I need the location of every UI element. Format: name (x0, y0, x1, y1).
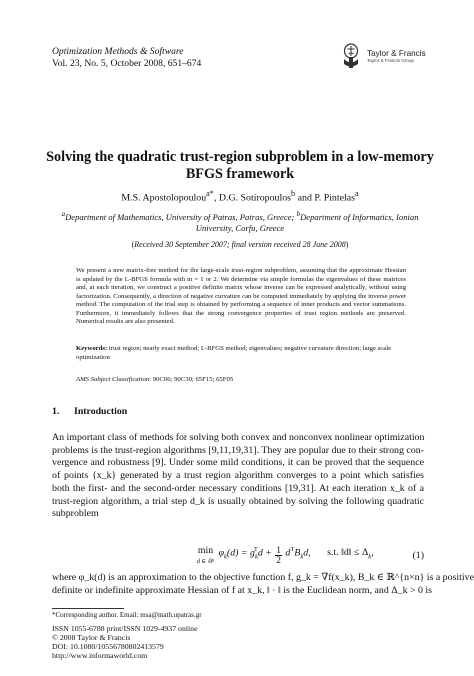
journal-header (52, 46, 201, 70)
text-line: vergence and robustness [9]. Under some mild conditions, it can be proved that the sequence (52, 457, 424, 469)
g-subscript: k (254, 553, 258, 561)
fraction-numerator: 1 (276, 545, 281, 555)
author-separator: , (213, 192, 219, 204)
received-date: Received 30 September 2007 (134, 240, 227, 249)
text-line: subproblem (52, 508, 99, 520)
equation-body (197, 546, 374, 567)
d-term: d + (257, 547, 272, 559)
section-heading (52, 406, 127, 418)
phi-symbol: φ (218, 547, 225, 559)
author-name: P. Pintelas (314, 192, 355, 204)
constraint: s.t. ‖d‖ ≤ Δ (327, 547, 369, 559)
text-line: problems is the trust-region algorithms [9,11,19,31]. They are popular due to their strong con- (52, 444, 424, 456)
keywords (76, 345, 406, 362)
section-number: 1. (52, 406, 60, 417)
author-list (40, 188, 440, 204)
keywords-label: Keywords: (76, 345, 108, 352)
d-term-end: d, (303, 547, 311, 559)
footnote-rule (52, 608, 124, 609)
text-line: both the first- and the second-order necessary conditions [19,31]. At each iteration x_k of a (52, 482, 424, 494)
publisher-group: Taylor & Francis Group (367, 58, 414, 63)
doi-line: DOI: 10.1080/10556780802413579 (52, 641, 164, 651)
website-link[interactable]: http://www.informaworld.com (52, 650, 148, 660)
copyright-line: © 2008 Taylor & Francis (52, 632, 131, 642)
fraction-half (275, 546, 282, 565)
constraint-subscript: k (368, 553, 372, 561)
journal-title: Optimization Methods & Software (52, 46, 184, 57)
author-mark: b (291, 189, 296, 198)
text-line: An important class of methods for solving both convex and nonconvex nonlinear optimization (52, 432, 425, 443)
received-dates: (Received 30 September 2007; final version received 28 June 2008) (131, 240, 349, 249)
ams-codes: : 90C06; 90C30; 65F15; 65F05 (149, 376, 234, 383)
constraint-end: , (371, 547, 374, 559)
phi-subscript: k (224, 553, 227, 561)
issn-block (52, 625, 198, 661)
journal-volume: Vol. 23, No. 5, October 2008, 651–674 (52, 58, 202, 69)
fraction-denominator: 2 (276, 555, 281, 565)
author-name: M.S. Apostolopoulou (121, 192, 207, 204)
publisher-logo (340, 41, 450, 75)
issn-line: ISSN 1055-6788 print/ISSN 1029-4937 online (52, 624, 198, 633)
phi-argument: (d) = (226, 547, 251, 559)
final-version-date: ; final version received 28 June 2008 (226, 240, 346, 249)
text-line: where φ_k(d) is an approximation to the objective function f, g_k = ∇f(x_k), B_k ∈ ℝ^{n×n} is a positive (52, 572, 474, 583)
affiliation-b: Department of Informatics, Ionian University, Corfu, Greece (195, 211, 419, 233)
section-title: Introduction (74, 406, 128, 417)
affiliation-mark: b (296, 210, 301, 218)
affiliations (48, 209, 432, 234)
b-symbol: B (294, 547, 301, 559)
title-line-2: BFGS framework (185, 166, 295, 182)
min-operator: min (197, 545, 214, 556)
publisher-name: Taylor & Francis (367, 49, 426, 58)
keywords-text: trust region; nearly exact method; L-BFGS method; eigenvalues; negative curvature direction; large scale optimization (76, 345, 392, 361)
affiliation-a: Department of Mathematics, University of Patras, Patras, Greece; (65, 211, 297, 222)
title-line-1: Solving the quadratic trust-region subproblem in a low-memory (46, 149, 434, 165)
min-subscript: d ∈ ℝⁿ (197, 559, 215, 565)
affiliation-mark: a (61, 210, 66, 218)
paragraph-1 (52, 432, 424, 521)
author-mark: a (354, 189, 359, 198)
author-mark: a* (206, 189, 214, 198)
d-transpose: T (290, 546, 295, 553)
ams-label: AMS Subject Classification (76, 376, 150, 383)
g-transpose: T (253, 546, 258, 553)
equation-1 (52, 546, 424, 566)
text-line: trust-region algorithm, a trial step d_k is usually obtained by solving the following quadratic (52, 495, 424, 507)
paragraph-2 (52, 572, 474, 597)
corresponding-author-footnote: *Corresponding author. Email: msa@math.upatras.gr (52, 611, 202, 619)
text-line: of points {x_k} generated by a trust region algorithm converges to a point which satisfies (52, 470, 424, 482)
article-title (40, 149, 440, 183)
author-name: D.G. Sotiropoulos (218, 192, 292, 204)
author-separator: and (295, 192, 315, 204)
taylor-francis-logo-icon (340, 42, 362, 70)
equation-number: (1) (412, 550, 424, 561)
text-line: definite or indefinite approximate Hessian of f at x_k, ‖ · ‖ is the Euclidean norm, and Δ_k > 0 is (52, 584, 432, 596)
b-subscript: k (300, 553, 304, 561)
g-symbol: g (250, 547, 255, 559)
abstract: We present a new matrix-free method for the large-scale trust-region subproblem, assuming that the approximate Hessian is updated by the L-BFGS formula with m = 1 or 2. We determine via simple formulas the eigenvalues of these matrices and, at each iteration, we construct a positive definite matrix whose inverse can be expressed analytically, without using factorization. Consequently, a direction of negative curvature can be computed immediately by applying the inverse power method. The computation of the trial step is obtained by performing a sequence of inner products and vector summations. Furthermore, it immediately follows that the strong convergence properties of trust region methods are preserved. Numerical results are also presented. (76, 267, 406, 326)
d-symbol: d (285, 547, 291, 559)
ams-classification (76, 375, 406, 384)
